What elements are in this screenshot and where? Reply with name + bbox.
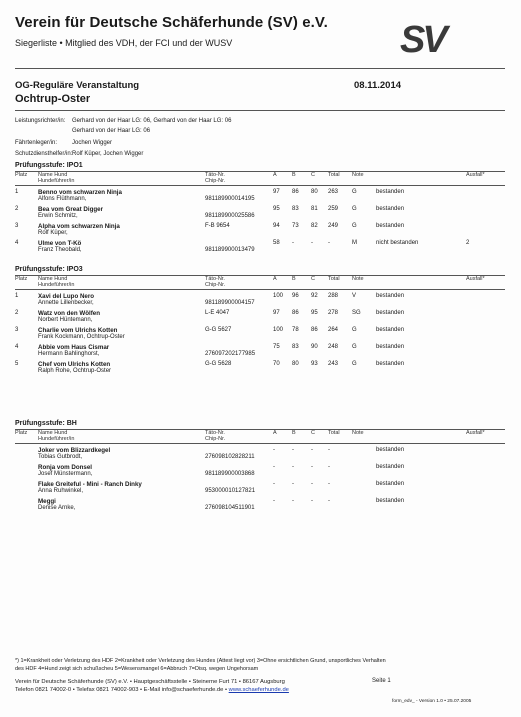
row-chip: 953000010127821	[205, 488, 256, 494]
row-result: bestanden	[376, 464, 405, 470]
row-total: 264	[328, 327, 339, 333]
row-a: 95	[273, 206, 280, 212]
section-rule-header	[15, 289, 505, 290]
row-platz: 4	[15, 240, 19, 246]
row-taeto: G-G 5628	[205, 361, 232, 367]
row-note: G	[352, 223, 357, 229]
official-value: Gerhard von der Haar LG: 06, Gerhard von der Haar LG: 06	[72, 118, 232, 124]
row-taeto: G-G 5627	[205, 327, 232, 333]
row-c: 93	[311, 361, 318, 367]
col-header-fuehrer: Hundeführer/in	[38, 178, 75, 184]
form-version: form_edv_ - Version 1.0 • 25.07.2005	[392, 699, 472, 704]
row-b: 96	[292, 293, 299, 299]
col-header-taeto: Täto-Nr.	[205, 430, 225, 436]
row-handler: Tobias Gutbrodt,	[38, 454, 83, 460]
row-note: G	[352, 206, 357, 212]
row-dog-name: Ronja vom Donsel	[38, 464, 92, 471]
row-dog-name: Abbie vom Haus Cismar	[38, 344, 110, 351]
section-rule-top	[15, 275, 505, 276]
row-a: 97	[273, 310, 280, 316]
row-handler: Erwin Schmitz,	[38, 213, 78, 219]
col-header-b: B	[292, 276, 296, 282]
row-chip: 981189900014195	[205, 196, 255, 202]
row-a: 75	[273, 344, 280, 350]
section-rule-top	[15, 429, 505, 430]
row-c: -	[311, 481, 313, 487]
col-header-ausfall: Ausfall*	[466, 430, 485, 436]
official-value: Jochen Wigger	[72, 140, 113, 146]
col-header-ausfall: Ausfall*	[466, 172, 485, 178]
col-header-total: Total	[328, 430, 340, 436]
row-result: bestanden	[376, 310, 405, 316]
row-note: V	[352, 293, 357, 299]
row-result: nicht bestanden	[376, 240, 419, 246]
row-handler: Josef Münstermann,	[38, 471, 93, 477]
row-a: -	[273, 481, 275, 487]
row-handler: Frank Kockmann, Ochtrup-Oster	[38, 334, 125, 340]
row-c: 81	[311, 206, 318, 212]
row-platz: 2	[15, 310, 19, 316]
row-total: 259	[328, 206, 339, 212]
col-header-c: C	[311, 276, 315, 282]
row-result: bestanden	[376, 344, 405, 350]
row-handler: Rolf Küper,	[38, 230, 68, 236]
row-a: 70	[273, 361, 280, 367]
row-total: -	[328, 498, 330, 504]
row-dog-name: Watz von den Wölfen	[38, 310, 100, 317]
row-b: 73	[292, 223, 299, 229]
row-note: G	[352, 327, 357, 333]
row-chip: 276098102828211	[205, 454, 255, 460]
row-handler: Ralph Rohe, Ochtrup-Oster	[38, 368, 112, 374]
row-b: 78	[292, 327, 299, 333]
row-chip: 276098104511901	[205, 505, 255, 511]
row-dog-name: Meggi	[38, 498, 56, 505]
official-value: Rolf Küper, Jochen Wigger	[72, 151, 144, 157]
col-header-taeto: Täto-Nr.	[205, 276, 225, 282]
row-dog-name: Xavi del Lupo Nero	[38, 293, 95, 300]
col-header-a: A	[273, 276, 277, 282]
footer-address-line-2	[15, 686, 289, 694]
official-value: Gerhard von der Haar LG: 06	[72, 128, 151, 134]
row-total: -	[328, 481, 330, 487]
official-label: Schutzdiensthelfer/in:	[15, 151, 73, 157]
row-platz: 4	[15, 344, 19, 350]
section-title: Prüfungsstufe: IPO3	[15, 266, 83, 273]
section-title: Prüfungsstufe: BH	[15, 420, 77, 427]
row-dog-name: Alpha vom schwarzen Ninja	[38, 223, 120, 230]
row-b: -	[292, 498, 294, 504]
row-total: 249	[328, 223, 339, 229]
row-b: -	[292, 464, 294, 470]
col-header-a: A	[273, 172, 277, 178]
col-header-platz: Platz	[15, 276, 28, 282]
col-header-a: A	[273, 430, 277, 436]
row-dog-name: Charlie vom Ulrichs Kotten	[38, 327, 118, 334]
col-header-total: Total	[328, 172, 340, 178]
section-rule-top	[15, 171, 505, 172]
col-header-c: C	[311, 430, 315, 436]
col-header-b: B	[292, 430, 296, 436]
row-c: 86	[311, 327, 318, 333]
row-a: 100	[273, 327, 284, 333]
sv-logo-text: SV	[400, 19, 445, 58]
col-header-note: Note	[352, 276, 364, 282]
event-divider	[15, 110, 505, 111]
page-number: Seite 1	[372, 678, 391, 684]
col-header-total: Total	[328, 276, 340, 282]
row-handler: Alfons Flüthmann,	[38, 196, 87, 202]
row-c: -	[311, 240, 313, 246]
row-b: 80	[292, 361, 299, 367]
col-header-taeto: Täto-Nr.	[205, 172, 225, 178]
row-c: -	[311, 498, 313, 504]
row-taeto: L-E 4047	[205, 310, 230, 316]
row-taeto: F-B 9654	[205, 223, 230, 229]
event-date: 08.11.2014	[354, 80, 402, 91]
row-c: -	[311, 464, 313, 470]
footer-address	[15, 678, 289, 694]
col-header-chip: Chip-Nr.	[205, 436, 226, 442]
row-result: bestanden	[376, 498, 405, 504]
row-total: -	[328, 447, 330, 453]
row-handler: Norbert Hüntemann,	[38, 317, 93, 323]
row-total: 243	[328, 361, 339, 367]
row-b: -	[292, 240, 294, 246]
row-b: -	[292, 481, 294, 487]
row-note: SG	[352, 310, 361, 316]
website-link[interactable]: www.schaeferhunde.de	[228, 687, 289, 693]
row-result: bestanden	[376, 361, 405, 367]
row-note: G	[352, 189, 357, 195]
row-handler: Franz Theobald,	[38, 247, 82, 253]
row-total: 248	[328, 344, 339, 350]
row-chip: 981189900025586	[205, 213, 255, 219]
row-note: G	[352, 361, 357, 367]
row-handler: Annette Lillenbecker,	[38, 300, 94, 306]
row-b: 83	[292, 206, 299, 212]
row-platz: 1	[15, 189, 19, 195]
col-header-note: Note	[352, 430, 364, 436]
row-a: 97	[273, 189, 280, 195]
section-title: Prüfungsstufe: IPO1	[15, 162, 83, 169]
row-platz: 3	[15, 327, 19, 333]
row-note: M	[352, 240, 357, 246]
header-divider	[15, 68, 505, 69]
footnote	[15, 657, 507, 673]
row-result: bestanden	[376, 189, 405, 195]
row-result: bestanden	[376, 206, 405, 212]
event-title: OG-Reguläre Veranstaltung	[15, 80, 140, 91]
row-platz: 2	[15, 206, 19, 212]
row-dog-name: Bea vom Great Digger	[38, 206, 103, 213]
row-a: 58	[273, 240, 280, 246]
row-c: 80	[311, 189, 318, 195]
row-result: bestanden	[376, 327, 405, 333]
row-platz: 5	[15, 361, 19, 367]
row-note: G	[352, 344, 357, 350]
row-total: 278	[328, 310, 339, 316]
col-header-platz: Platz	[15, 172, 28, 178]
row-c: 95	[311, 310, 318, 316]
footer-address-line-1: Verein für Deutsche Schäferhunde (SV) e.V. • Hauptgeschäftsstelle • Steinerne Furt 71 • 86167 Augsburg	[15, 679, 285, 685]
official-label: Leistungsrichter/in:	[15, 118, 66, 124]
row-dog-name: Joker vom Blizzardkegel	[38, 447, 111, 454]
row-chip: 981189900013479	[205, 247, 255, 253]
col-header-chip: Chip-Nr.	[205, 282, 226, 288]
row-c: 90	[311, 344, 318, 350]
row-dog-name: Flake Greiteful - Mini - Ranch Dinky	[38, 481, 142, 488]
footer-contact: Telefon 0821 74002-0 • Telefax 0821 74002-903 • E-Mail info@schaeferhunde.de •	[15, 687, 228, 693]
row-total: -	[328, 464, 330, 470]
row-handler: Hermann Bahlinghorst,	[38, 351, 100, 357]
row-c: 82	[311, 223, 318, 229]
col-header-hund: Name Hund	[38, 276, 68, 282]
row-b: -	[292, 447, 294, 453]
row-a: -	[273, 498, 275, 504]
row-dog-name: Chef vom Ulrichs Kotten	[38, 361, 111, 368]
org-title: Verein für Deutsche Schäferhunde (SV) e.V.	[15, 14, 328, 31]
row-c: 92	[311, 293, 318, 299]
row-chip: 276097202177985	[205, 351, 256, 357]
row-chip: 981189900004157	[205, 300, 255, 306]
row-platz: 3	[15, 223, 19, 229]
org-subtitle: Siegerliste • Mitglied des VDH, der FCI und der WUSV	[15, 38, 233, 48]
col-header-hund: Name Hund	[38, 430, 68, 436]
event-place: Ochtrup-Oster	[15, 93, 91, 105]
col-header-c: C	[311, 172, 315, 178]
row-handler: Denise Arnke,	[38, 505, 76, 511]
section-rule-header	[15, 185, 505, 186]
row-a: -	[273, 464, 275, 470]
col-header-hund: Name Hund	[38, 172, 68, 178]
col-header-b: B	[292, 172, 296, 178]
col-header-chip: Chip-Nr.	[205, 178, 226, 184]
section-rule-header	[15, 443, 505, 444]
row-total: 263	[328, 189, 339, 195]
col-header-ausfall: Ausfall*	[466, 276, 485, 282]
col-header-platz: Platz	[15, 430, 28, 436]
row-handler: Anna Ruhwinkel,	[38, 488, 84, 494]
row-result: bestanden	[376, 447, 405, 453]
row-total: 288	[328, 293, 339, 299]
col-header-fuehrer: Hundeführer/in	[38, 436, 75, 442]
row-chip: 981189900003868	[205, 471, 255, 477]
row-b: 86	[292, 310, 299, 316]
footnote-line-2: des HDF 4=Hund zeigt sich schußscheu 5=Wesensmangel 6=Abbruch 7=Disq. wegen Ungehorsam	[15, 666, 259, 672]
row-result: bestanden	[376, 223, 405, 229]
footnote-line-1: *) 1=Krankheit oder Verletzung des HDF 2=Krankheit oder Verletzung des Hundes (Attest liegt vor) 3=Ohne ersichtlichen Grund, unsportliches Verhalten	[15, 658, 386, 664]
row-total: -	[328, 240, 330, 246]
row-result: bestanden	[376, 293, 405, 299]
row-a: 100	[273, 293, 284, 299]
official-label: Fährtenleger/in:	[15, 140, 58, 146]
col-header-fuehrer: Hundeführer/in	[38, 282, 75, 288]
row-b: 86	[292, 189, 299, 195]
row-b: 83	[292, 344, 299, 350]
row-dog-name: Ulme von T-Kö	[38, 240, 82, 247]
row-ausfall: 2	[466, 240, 470, 246]
row-a: 94	[273, 223, 280, 229]
row-c: -	[311, 447, 313, 453]
row-result: bestanden	[376, 481, 405, 487]
row-a: -	[273, 447, 275, 453]
row-platz: 1	[15, 293, 19, 299]
col-header-note: Note	[352, 172, 364, 178]
row-dog-name: Benno vom schwarzen Ninja	[38, 189, 122, 196]
sv-logo-icon	[398, 18, 460, 58]
